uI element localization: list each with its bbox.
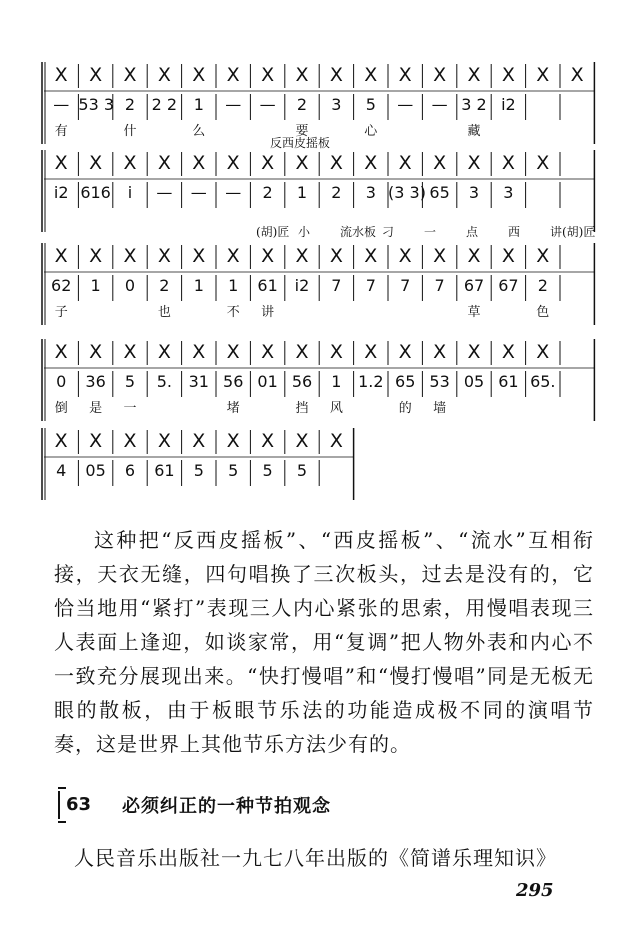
beat-marks-row-cell: X [157,152,171,174]
note-row-cell: i [127,183,133,202]
beat-marks-row-cell: X [398,152,412,174]
lyric-row-cell: 藏 [467,124,481,139]
beat-marks-row-cell: X [261,341,275,363]
lyric-row-cell: 心 [364,124,378,139]
note-row-cell: 36 [85,372,106,391]
section-title: 必须纠正的一种节拍观念 [122,796,331,817]
note-row-cell: 0 [56,372,67,391]
beat-marks-row-cell: X [295,430,309,452]
beat-marks-row-cell: X [295,245,309,267]
beat-marks-row-cell: X [261,152,275,174]
beat-marks-row-cell: X [433,245,447,267]
note-row-cell: 5 [228,461,239,480]
note-row-cell: — [190,183,207,202]
beat-marks-row-cell: X [329,64,343,86]
note-row-cell: 65 [395,372,416,391]
note-row-cell: 67 [498,276,519,295]
tempo-mark: 讲(胡)匠 [550,225,596,239]
note-row-cell: — [225,95,242,114]
body-paragraph [54,523,594,761]
note-row-cell: 56 [223,372,244,391]
beat-marks-row-cell: X [192,64,206,86]
tempo-mark: 反西皮摇板 [270,136,331,150]
note-row-cell: 1 [296,183,308,202]
tempo-mark: 点 [466,225,479,239]
beat-marks-row-cell: X [89,430,103,452]
tempo-mark: 西 [508,225,521,239]
note-row-cell: 6 [124,461,136,480]
note-row-cell: 1.2 [358,372,384,391]
note-row-cell: 3 [503,183,514,202]
beat-marks-row-cell: X [89,341,103,363]
beat-marks-row-cell: X [157,430,171,452]
note-row-cell: 5. [156,372,173,391]
note-row-cell: 3 [365,183,376,202]
beat-marks-row-cell: X [536,152,550,174]
note-row-cell: 1 [228,276,239,295]
beat-marks-row-cell: X [433,64,447,86]
lyric-row-cell: 不 [226,305,240,320]
beat-marks-row-cell: X [364,64,378,86]
note-row-cell: 616 [80,183,111,202]
beat-marks-row-cell: X [157,64,171,86]
beat-marks-row-cell: X [123,430,137,452]
note-row-cell: — [397,95,414,114]
note-row-cell: 62 [51,276,72,295]
section-heading [58,788,331,822]
lyric-row-cell: 讲 [261,305,275,320]
note-row-cell: 67 [463,276,485,295]
note-row-cell: i2 [501,95,516,114]
note-row-cell: 65. [530,372,556,391]
note-row-cell: 3 [468,183,480,202]
beat-marks-row-cell: X [398,341,412,363]
note-row-cell: 61 [154,461,175,480]
beat-marks-row-cell: X [295,64,309,86]
lyric-row-cell: 色 [536,305,550,320]
beat-marks-row-cell: X [226,64,240,86]
note-row-cell: — [156,183,173,202]
note-row-cell: 7 [434,276,445,295]
beat-marks-row-cell: X [501,341,515,363]
note-row-cell: 61 [257,276,278,295]
note-row-cell: 1 [193,276,204,295]
lyric-row-cell: 墙 [433,401,447,416]
note-row-cell: 2 [262,183,273,202]
note-row-cell: 7 [365,276,376,295]
note-row-cell: 2 [124,95,136,114]
note-row-cell: 5 [262,461,273,480]
lyric-row-cell: 什 [123,124,137,139]
note-row-cell: 2 [159,276,170,295]
beat-marks-row-cell: X [329,341,343,363]
note-row-cell: 5 [296,461,308,480]
paragraph-text: 这种把“反西皮摇板”、“西皮摇板”、“流水”互相衔接，天衣无缝，四句唱换了三次板头，过去是没有的，它恰当地用“紧打”表现三人内心紧张的思索，用慢唱表现三人表面上逢迎，如谈家常，用“复调”把人物外表和内心不一致充分展现出来。“快打慢唱”和“慢打慢唱”同是无板无眼的散板，由于板眼节乐法的功能造成极不同的演唱节奏，这是世界上其他节乐方法少有的。 [54,528,594,756]
note-row-cell: 5 [124,372,136,391]
beat-marks-row-cell: X [54,245,68,267]
tempo-mark: 刁 [382,225,395,239]
lyric-row-cell: 也 [157,305,171,320]
note-row-cell: 1 [90,276,101,295]
lyric-row-cell: 的 [398,401,412,416]
note-row-cell: 01 [257,372,278,391]
note-row-cell: — [259,95,276,114]
note-row-cell: 2 [296,95,308,114]
lyric-row-cell: 子 [54,305,68,320]
beat-marks-row-cell: X [501,245,515,267]
note-row-cell: — [225,183,242,202]
beat-marks-row-cell: X [467,152,481,174]
note-row-cell: i2 [53,183,69,202]
note-row-cell: 2 [537,276,548,295]
lyric-row-cell: 是 [89,401,103,416]
note-row-cell: 31 [188,372,209,391]
lyric-row-cell: 草 [467,305,481,320]
note-row-cell: — [431,95,448,114]
beat-marks-row-cell: X [501,64,515,86]
beat-marks-row-cell: X [226,152,240,174]
note-row-cell: 7 [400,276,411,295]
beat-marks-row-cell: X [329,152,343,174]
beat-marks-row-cell: X [364,152,378,174]
note-row-cell: 1 [193,95,204,114]
beat-marks-row-cell: X [192,341,206,363]
lyric-row-cell: 风 [329,401,343,416]
note-row-cell: 61 [498,372,519,391]
note-row-cell: i2 [294,276,310,295]
lyric-row-cell: 一 [123,401,137,416]
note-row-cell: 7 [331,276,342,295]
beat-marks-row-cell: X [192,245,206,267]
note-row-cell: 53 3 [78,95,115,114]
section-number: 63 [58,791,102,819]
tempo-mark: 小 [298,225,311,239]
beat-marks-row-cell: X [467,64,481,86]
beat-marks-row-cell: X [54,64,68,86]
beat-marks-row-cell: X [123,152,137,174]
tempo-mark: (胡)匠 [256,225,290,239]
note-row-cell: 2 2 [151,95,178,114]
lyric-row-cell: 么 [192,124,206,139]
beat-marks-row-cell: X [364,245,378,267]
beat-marks-row-cell: X [192,430,206,452]
beat-marks-row-cell: X [467,341,481,363]
lyric-row-cell: 有 [54,124,68,139]
beat-marks-row-cell: X [89,245,103,267]
beat-marks-row-cell: X [398,245,412,267]
beat-marks-row-cell: X [570,64,584,86]
beat-marks-row-cell: X [467,245,481,267]
note-row-cell: 2 [331,183,342,202]
beat-marks-row-cell: X [329,430,343,452]
tempo-mark: 流水板 [340,225,377,239]
beat-marks-row-cell: X [226,341,240,363]
beat-marks-row-cell: X [123,64,137,86]
note-row-cell: 1 [331,372,342,391]
note-row-cell: 3 2 [461,95,487,114]
beat-marks-row-cell: X [261,245,275,267]
note-row-cell: 05 [85,461,106,480]
lyric-row-cell: 堵 [226,401,240,416]
lyric-row-cell: 挡 [295,401,309,416]
beat-marks-row-cell: X [433,152,447,174]
beat-marks-row-cell: X [261,64,275,86]
beat-marks-row-cell: X [536,64,550,86]
beat-marks-row-cell: X [54,430,68,452]
beat-marks-row-cell: X [89,64,103,86]
beat-marks-row-cell: X [433,341,447,363]
beat-marks-row-cell: X [536,341,550,363]
tempo-mark: 一 [424,225,437,239]
beat-marks-row-cell: X [54,341,68,363]
beat-marks-row-cell: X [295,341,309,363]
beat-marks-row-cell: X [157,245,171,267]
beat-marks-row-cell: X [364,341,378,363]
beat-marks-row-cell: X [89,152,103,174]
body-last-line: 人民音乐出版社一九七八年出版的《简谱乐理知识》 [74,846,557,870]
beat-marks-row-cell: X [123,245,137,267]
beat-marks-row-cell: X [329,245,343,267]
beat-marks-row-cell: X [226,245,240,267]
note-row-cell: 3 [331,95,342,114]
note-row-cell: 05 [463,372,485,391]
note-row-cell: 5 [365,95,376,114]
beat-marks-row-cell: X [295,152,309,174]
lyric-row-cell: 要 [295,124,309,139]
note-row-cell: — [53,95,70,114]
page-number: 295 [516,880,554,901]
note-row-cell: 0 [124,276,136,295]
note-row-cell: 53 [429,372,450,391]
beat-marks-row-cell: X [123,341,137,363]
beat-marks-row-cell: X [536,245,550,267]
note-row-cell: 4 [56,461,67,480]
beat-marks-row-cell: X [192,152,206,174]
beat-marks-row-cell: X [261,430,275,452]
note-row-cell: 5 [193,461,204,480]
note-row-cell: (3 3) [388,183,426,202]
lyric-row-cell: 倒 [54,401,68,416]
beat-marks-row-cell: X [54,152,68,174]
note-row-cell: 56 [291,372,313,391]
beat-marks-row-cell: X [501,152,515,174]
beat-marks-row-cell: X [157,341,171,363]
note-row-cell: 65 [429,183,450,202]
beat-marks-row-cell: X [398,64,412,86]
beat-marks-row-cell: X [226,430,240,452]
